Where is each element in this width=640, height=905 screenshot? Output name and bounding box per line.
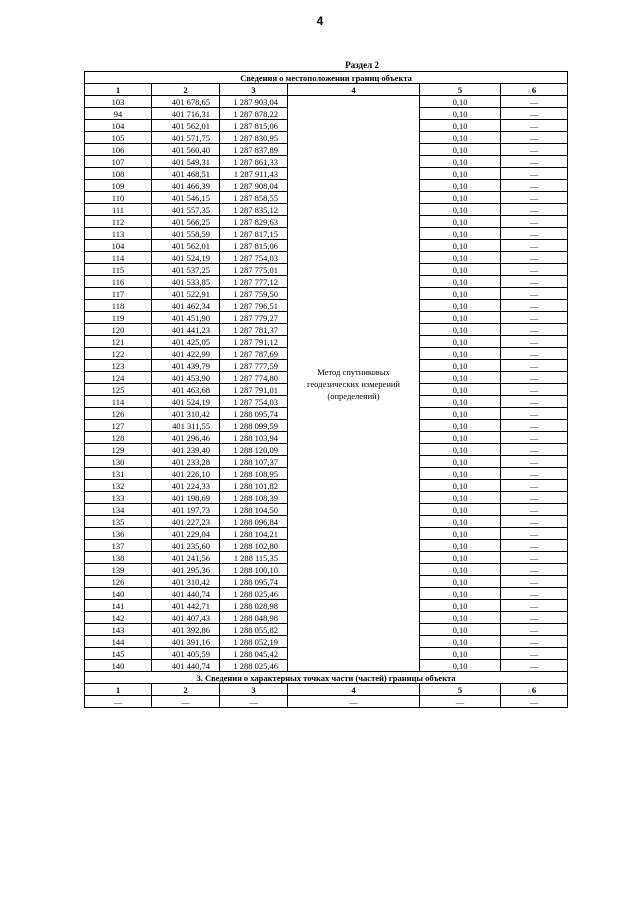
point-number-cell: 119 [85, 312, 152, 324]
x-coordinate-cell: 401 442,71 [152, 600, 220, 612]
description-cell: — [501, 588, 568, 600]
point-number-cell: 133 [85, 492, 152, 504]
table-title: Сведения о местоположении границ объекта [85, 72, 568, 84]
y-coordinate-cell: 1 287 829,63 [220, 216, 288, 228]
x-coordinate-cell: 401 440,74 [152, 588, 220, 600]
description-cell: — [501, 96, 568, 108]
point-number-cell: 137 [85, 540, 152, 552]
point-number-cell: 117 [85, 288, 152, 300]
accuracy-cell: 0,10 [420, 144, 501, 156]
description-cell: — [501, 180, 568, 192]
accuracy-cell: 0,10 [420, 336, 501, 348]
description-cell: — [501, 444, 568, 456]
accuracy-cell: 0,10 [420, 612, 501, 624]
description-cell: — [501, 300, 568, 312]
point-number-cell: 140 [85, 588, 152, 600]
x-coordinate-cell: 401 562,01 [152, 240, 220, 252]
description-cell: — [501, 252, 568, 264]
point-number-cell: 142 [85, 612, 152, 624]
column-header: 4 [288, 84, 420, 96]
x-coordinate-cell: 401 241,56 [152, 552, 220, 564]
accuracy-cell: 0,10 [420, 384, 501, 396]
x-coordinate-cell: 401 466,39 [152, 180, 220, 192]
y-coordinate-cell: 1 288 108,39 [220, 492, 288, 504]
point-number-cell: 129 [85, 444, 152, 456]
y-coordinate-cell: 1 287 796,51 [220, 300, 288, 312]
empty-cell: — [501, 696, 568, 708]
accuracy-cell: 0,10 [420, 564, 501, 576]
accuracy-cell: 0,10 [420, 216, 501, 228]
accuracy-cell: 0,10 [420, 288, 501, 300]
point-number-cell: 112 [85, 216, 152, 228]
x-coordinate-cell: 401 425,05 [152, 336, 220, 348]
x-coordinate-cell: 401 549,31 [152, 156, 220, 168]
x-coordinate-cell: 401 392,86 [152, 624, 220, 636]
point-number-cell: 121 [85, 336, 152, 348]
accuracy-cell: 0,10 [420, 480, 501, 492]
x-coordinate-cell: 401 310,42 [152, 408, 220, 420]
accuracy-cell: 0,10 [420, 96, 501, 108]
x-coordinate-cell: 401 557,35 [152, 204, 220, 216]
page-number: 4 [316, 14, 324, 28]
description-cell: — [501, 384, 568, 396]
x-coordinate-cell: 401 716,31 [152, 108, 220, 120]
y-coordinate-cell: 1 288 099,59 [220, 420, 288, 432]
y-coordinate-cell: 1 287 791,01 [220, 384, 288, 396]
description-cell: — [501, 360, 568, 372]
description-cell: — [501, 264, 568, 276]
column-header: 1 [85, 684, 152, 696]
description-cell: — [501, 420, 568, 432]
accuracy-cell: 0,10 [420, 108, 501, 120]
y-coordinate-cell: 1 288 028,98 [220, 600, 288, 612]
accuracy-cell: 0,10 [420, 240, 501, 252]
point-number-cell: 140 [85, 660, 152, 672]
x-coordinate-cell: 401 224,33 [152, 480, 220, 492]
description-cell: — [501, 504, 568, 516]
x-coordinate-cell: 401 533,85 [152, 276, 220, 288]
y-coordinate-cell: 1 288 108,95 [220, 468, 288, 480]
column-header: 6 [501, 84, 568, 96]
x-coordinate-cell: 401 566,25 [152, 216, 220, 228]
accuracy-cell: 0,10 [420, 624, 501, 636]
point-number-cell: 104 [85, 120, 152, 132]
accuracy-cell: 0,10 [420, 168, 501, 180]
point-number-cell: 114 [85, 252, 152, 264]
accuracy-cell: 0,10 [420, 300, 501, 312]
x-coordinate-cell: 401 235,60 [152, 540, 220, 552]
y-coordinate-cell: 1 287 878,22 [220, 108, 288, 120]
description-cell: — [501, 480, 568, 492]
column-header: 3 [220, 684, 288, 696]
y-coordinate-cell: 1 288 102,80 [220, 540, 288, 552]
y-coordinate-cell: 1 287 777,59 [220, 360, 288, 372]
y-coordinate-cell: 1 288 104,50 [220, 504, 288, 516]
y-coordinate-cell: 1 287 775,01 [220, 264, 288, 276]
x-coordinate-cell: 401 391,16 [152, 636, 220, 648]
accuracy-cell: 0,10 [420, 648, 501, 660]
y-coordinate-cell: 1 287 830,95 [220, 132, 288, 144]
point-number-cell: 127 [85, 420, 152, 432]
y-coordinate-cell: 1 287 754,03 [220, 252, 288, 264]
x-coordinate-cell: 401 405,59 [152, 648, 220, 660]
description-cell: — [501, 624, 568, 636]
description-cell: — [501, 516, 568, 528]
x-coordinate-cell: 401 453,90 [152, 372, 220, 384]
accuracy-cell: 0,10 [420, 504, 501, 516]
empty-cell: — [220, 696, 288, 708]
column-header: 2 [152, 84, 220, 96]
description-cell: — [501, 132, 568, 144]
table-header-row [85, 84, 568, 96]
x-coordinate-cell: 401 422,99 [152, 348, 220, 360]
empty-cell: — [288, 696, 420, 708]
description-cell: — [501, 648, 568, 660]
x-coordinate-cell: 401 296,46 [152, 432, 220, 444]
y-coordinate-cell: 1 287 903,04 [220, 96, 288, 108]
table-row [85, 696, 568, 708]
accuracy-cell: 0,10 [420, 192, 501, 204]
description-cell: — [501, 636, 568, 648]
y-coordinate-cell: 1 288 103,94 [220, 432, 288, 444]
y-coordinate-cell: 1 287 781,37 [220, 324, 288, 336]
accuracy-cell: 0,10 [420, 516, 501, 528]
x-coordinate-cell: 401 439,79 [152, 360, 220, 372]
description-cell: — [501, 216, 568, 228]
point-number-cell: 141 [85, 600, 152, 612]
accuracy-cell: 0,10 [420, 396, 501, 408]
point-number-cell: 126 [85, 408, 152, 420]
point-number-cell: 113 [85, 228, 152, 240]
accuracy-cell: 0,10 [420, 264, 501, 276]
description-cell: — [501, 396, 568, 408]
y-coordinate-cell: 1 288 052,19 [220, 636, 288, 648]
accuracy-cell: 0,10 [420, 552, 501, 564]
accuracy-cell: 0,10 [420, 180, 501, 192]
description-cell: — [501, 432, 568, 444]
x-coordinate-cell: 401 537,25 [152, 264, 220, 276]
accuracy-cell: 0,10 [420, 252, 501, 264]
x-coordinate-cell: 401 558,59 [152, 228, 220, 240]
table-row [85, 96, 568, 108]
point-number-cell: 114 [85, 396, 152, 408]
accuracy-cell: 0,10 [420, 444, 501, 456]
y-coordinate-cell: 1 288 045,42 [220, 648, 288, 660]
point-number-cell: 123 [85, 360, 152, 372]
y-coordinate-cell: 1 287 835,12 [220, 204, 288, 216]
x-coordinate-cell: 401 562,01 [152, 120, 220, 132]
point-number-cell: 116 [85, 276, 152, 288]
point-number-cell: 126 [85, 576, 152, 588]
x-coordinate-cell: 401 468,51 [152, 168, 220, 180]
accuracy-cell: 0,10 [420, 360, 501, 372]
accuracy-cell: 0,10 [420, 132, 501, 144]
description-cell: — [501, 612, 568, 624]
accuracy-cell: 0,10 [420, 468, 501, 480]
point-number-cell: 125 [85, 384, 152, 396]
y-coordinate-cell: 1 287 791,12 [220, 336, 288, 348]
point-number-cell: 145 [85, 648, 152, 660]
y-coordinate-cell: 1 287 837,89 [220, 144, 288, 156]
column-header: 2 [152, 684, 220, 696]
column-header: 1 [85, 84, 152, 96]
description-cell: — [501, 492, 568, 504]
point-number-cell: 115 [85, 264, 152, 276]
description-cell: — [501, 600, 568, 612]
point-number-cell: 107 [85, 156, 152, 168]
point-number-cell: 134 [85, 504, 152, 516]
section-title: Раздел 2 [345, 60, 379, 70]
x-coordinate-cell: 401 311,55 [152, 420, 220, 432]
y-coordinate-cell: 1 288 107,37 [220, 456, 288, 468]
description-cell: — [501, 108, 568, 120]
description-cell: — [501, 408, 568, 420]
y-coordinate-cell: 1 288 120,09 [220, 444, 288, 456]
empty-cell: — [152, 696, 220, 708]
y-coordinate-cell: 1 288 048,98 [220, 612, 288, 624]
y-coordinate-cell: 1 287 754,03 [220, 396, 288, 408]
point-number-cell: 139 [85, 564, 152, 576]
accuracy-cell: 0,10 [420, 432, 501, 444]
y-coordinate-cell: 1 287 908,04 [220, 180, 288, 192]
accuracy-cell: 0,10 [420, 228, 501, 240]
y-coordinate-cell: 1 287 779,27 [220, 312, 288, 324]
x-coordinate-cell: 401 524,19 [152, 396, 220, 408]
accuracy-cell: 0,10 [420, 528, 501, 540]
table-header-row [85, 684, 568, 696]
x-coordinate-cell: 401 524,19 [152, 252, 220, 264]
description-cell: — [501, 552, 568, 564]
description-cell: — [501, 120, 568, 132]
accuracy-cell: 0,10 [420, 636, 501, 648]
accuracy-cell: 0,10 [420, 276, 501, 288]
x-coordinate-cell: 401 310,42 [152, 576, 220, 588]
point-number-cell: 135 [85, 516, 152, 528]
point-number-cell: 120 [85, 324, 152, 336]
point-number-cell: 108 [85, 168, 152, 180]
method-cell: Метод спутниковых геодезических измерений (определений) [288, 96, 420, 672]
description-cell: — [501, 156, 568, 168]
y-coordinate-cell: 1 287 815,06 [220, 120, 288, 132]
accuracy-cell: 0,10 [420, 456, 501, 468]
x-coordinate-cell: 401 522,91 [152, 288, 220, 300]
x-coordinate-cell: 401 678,65 [152, 96, 220, 108]
point-number-cell: 128 [85, 432, 152, 444]
x-coordinate-cell: 401 440,74 [152, 660, 220, 672]
y-coordinate-cell: 1 288 115,35 [220, 552, 288, 564]
point-number-cell: 104 [85, 240, 152, 252]
point-number-cell: 110 [85, 192, 152, 204]
y-coordinate-cell: 1 287 861,33 [220, 156, 288, 168]
y-coordinate-cell: 1 287 759,50 [220, 288, 288, 300]
empty-cell: — [85, 696, 152, 708]
description-cell: — [501, 468, 568, 480]
point-number-cell: 103 [85, 96, 152, 108]
accuracy-cell: 0,10 [420, 348, 501, 360]
y-coordinate-cell: 1 287 911,43 [220, 168, 288, 180]
description-cell: — [501, 288, 568, 300]
x-coordinate-cell: 401 560,40 [152, 144, 220, 156]
description-cell: — [501, 576, 568, 588]
point-number-cell: 132 [85, 480, 152, 492]
accuracy-cell: 0,10 [420, 492, 501, 504]
point-number-cell: 130 [85, 456, 152, 468]
accuracy-cell: 0,10 [420, 600, 501, 612]
column-header: 5 [420, 684, 501, 696]
accuracy-cell: 0,10 [420, 420, 501, 432]
y-coordinate-cell: 1 287 787,69 [220, 348, 288, 360]
x-coordinate-cell: 401 571,75 [152, 132, 220, 144]
x-coordinate-cell: 401 546,15 [152, 192, 220, 204]
y-coordinate-cell: 1 288 095,74 [220, 576, 288, 588]
point-number-cell: 94 [85, 108, 152, 120]
y-coordinate-cell: 1 288 104,21 [220, 528, 288, 540]
y-coordinate-cell: 1 288 025,46 [220, 660, 288, 672]
x-coordinate-cell: 401 229,04 [152, 528, 220, 540]
description-cell: — [501, 228, 568, 240]
boundary-table [84, 71, 568, 708]
description-cell: — [501, 204, 568, 216]
point-number-cell: 106 [85, 144, 152, 156]
description-cell: — [501, 372, 568, 384]
y-coordinate-cell: 1 288 101,82 [220, 480, 288, 492]
y-coordinate-cell: 1 287 774,80 [220, 372, 288, 384]
accuracy-cell: 0,10 [420, 540, 501, 552]
x-coordinate-cell: 401 239,40 [152, 444, 220, 456]
description-cell: — [501, 336, 568, 348]
accuracy-cell: 0,10 [420, 588, 501, 600]
accuracy-cell: 0,10 [420, 408, 501, 420]
point-number-cell: 143 [85, 624, 152, 636]
description-cell: — [501, 276, 568, 288]
description-cell: — [501, 240, 568, 252]
description-cell: — [501, 312, 568, 324]
column-header: 3 [220, 84, 288, 96]
point-number-cell: 144 [85, 636, 152, 648]
point-number-cell: 124 [85, 372, 152, 384]
y-coordinate-cell: 1 287 815,06 [220, 240, 288, 252]
accuracy-cell: 0,10 [420, 372, 501, 384]
description-cell: — [501, 456, 568, 468]
point-number-cell: 118 [85, 300, 152, 312]
x-coordinate-cell: 401 451,90 [152, 312, 220, 324]
accuracy-cell: 0,10 [420, 324, 501, 336]
accuracy-cell: 0,10 [420, 660, 501, 672]
column-header: 5 [420, 84, 501, 96]
x-coordinate-cell: 401 463,68 [152, 384, 220, 396]
y-coordinate-cell: 1 288 095,74 [220, 408, 288, 420]
empty-cell: — [420, 696, 501, 708]
description-cell: — [501, 144, 568, 156]
point-number-cell: 138 [85, 552, 152, 564]
description-cell: — [501, 348, 568, 360]
column-header: 4 [288, 684, 420, 696]
point-number-cell: 136 [85, 528, 152, 540]
description-cell: — [501, 192, 568, 204]
y-coordinate-cell: 1 287 858,55 [220, 192, 288, 204]
description-cell: — [501, 564, 568, 576]
point-number-cell: 122 [85, 348, 152, 360]
accuracy-cell: 0,10 [420, 120, 501, 132]
accuracy-cell: 0,10 [420, 576, 501, 588]
description-cell: — [501, 324, 568, 336]
x-coordinate-cell: 401 227,23 [152, 516, 220, 528]
y-coordinate-cell: 1 287 817,15 [220, 228, 288, 240]
accuracy-cell: 0,10 [420, 156, 501, 168]
point-number-cell: 111 [85, 204, 152, 216]
x-coordinate-cell: 401 226,10 [152, 468, 220, 480]
y-coordinate-cell: 1 288 096,84 [220, 516, 288, 528]
x-coordinate-cell: 401 197,73 [152, 504, 220, 516]
description-cell: — [501, 660, 568, 672]
description-cell: — [501, 540, 568, 552]
x-coordinate-cell: 401 441,23 [152, 324, 220, 336]
point-number-cell: 131 [85, 468, 152, 480]
description-cell: — [501, 168, 568, 180]
accuracy-cell: 0,10 [420, 312, 501, 324]
x-coordinate-cell: 401 407,43 [152, 612, 220, 624]
point-number-cell: 105 [85, 132, 152, 144]
point-number-cell: 109 [85, 180, 152, 192]
x-coordinate-cell: 401 462,34 [152, 300, 220, 312]
x-coordinate-cell: 401 295,36 [152, 564, 220, 576]
x-coordinate-cell: 401 233,28 [152, 456, 220, 468]
accuracy-cell: 0,10 [420, 204, 501, 216]
y-coordinate-cell: 1 287 777,12 [220, 276, 288, 288]
x-coordinate-cell: 401 198,69 [152, 492, 220, 504]
y-coordinate-cell: 1 288 055,82 [220, 624, 288, 636]
y-coordinate-cell: 1 288 025,46 [220, 588, 288, 600]
description-cell: — [501, 528, 568, 540]
y-coordinate-cell: 1 288 100,10 [220, 564, 288, 576]
column-header: 6 [501, 684, 568, 696]
table-title: 3. Сведения о характерных точках части (частей) границы объекта [85, 672, 568, 684]
